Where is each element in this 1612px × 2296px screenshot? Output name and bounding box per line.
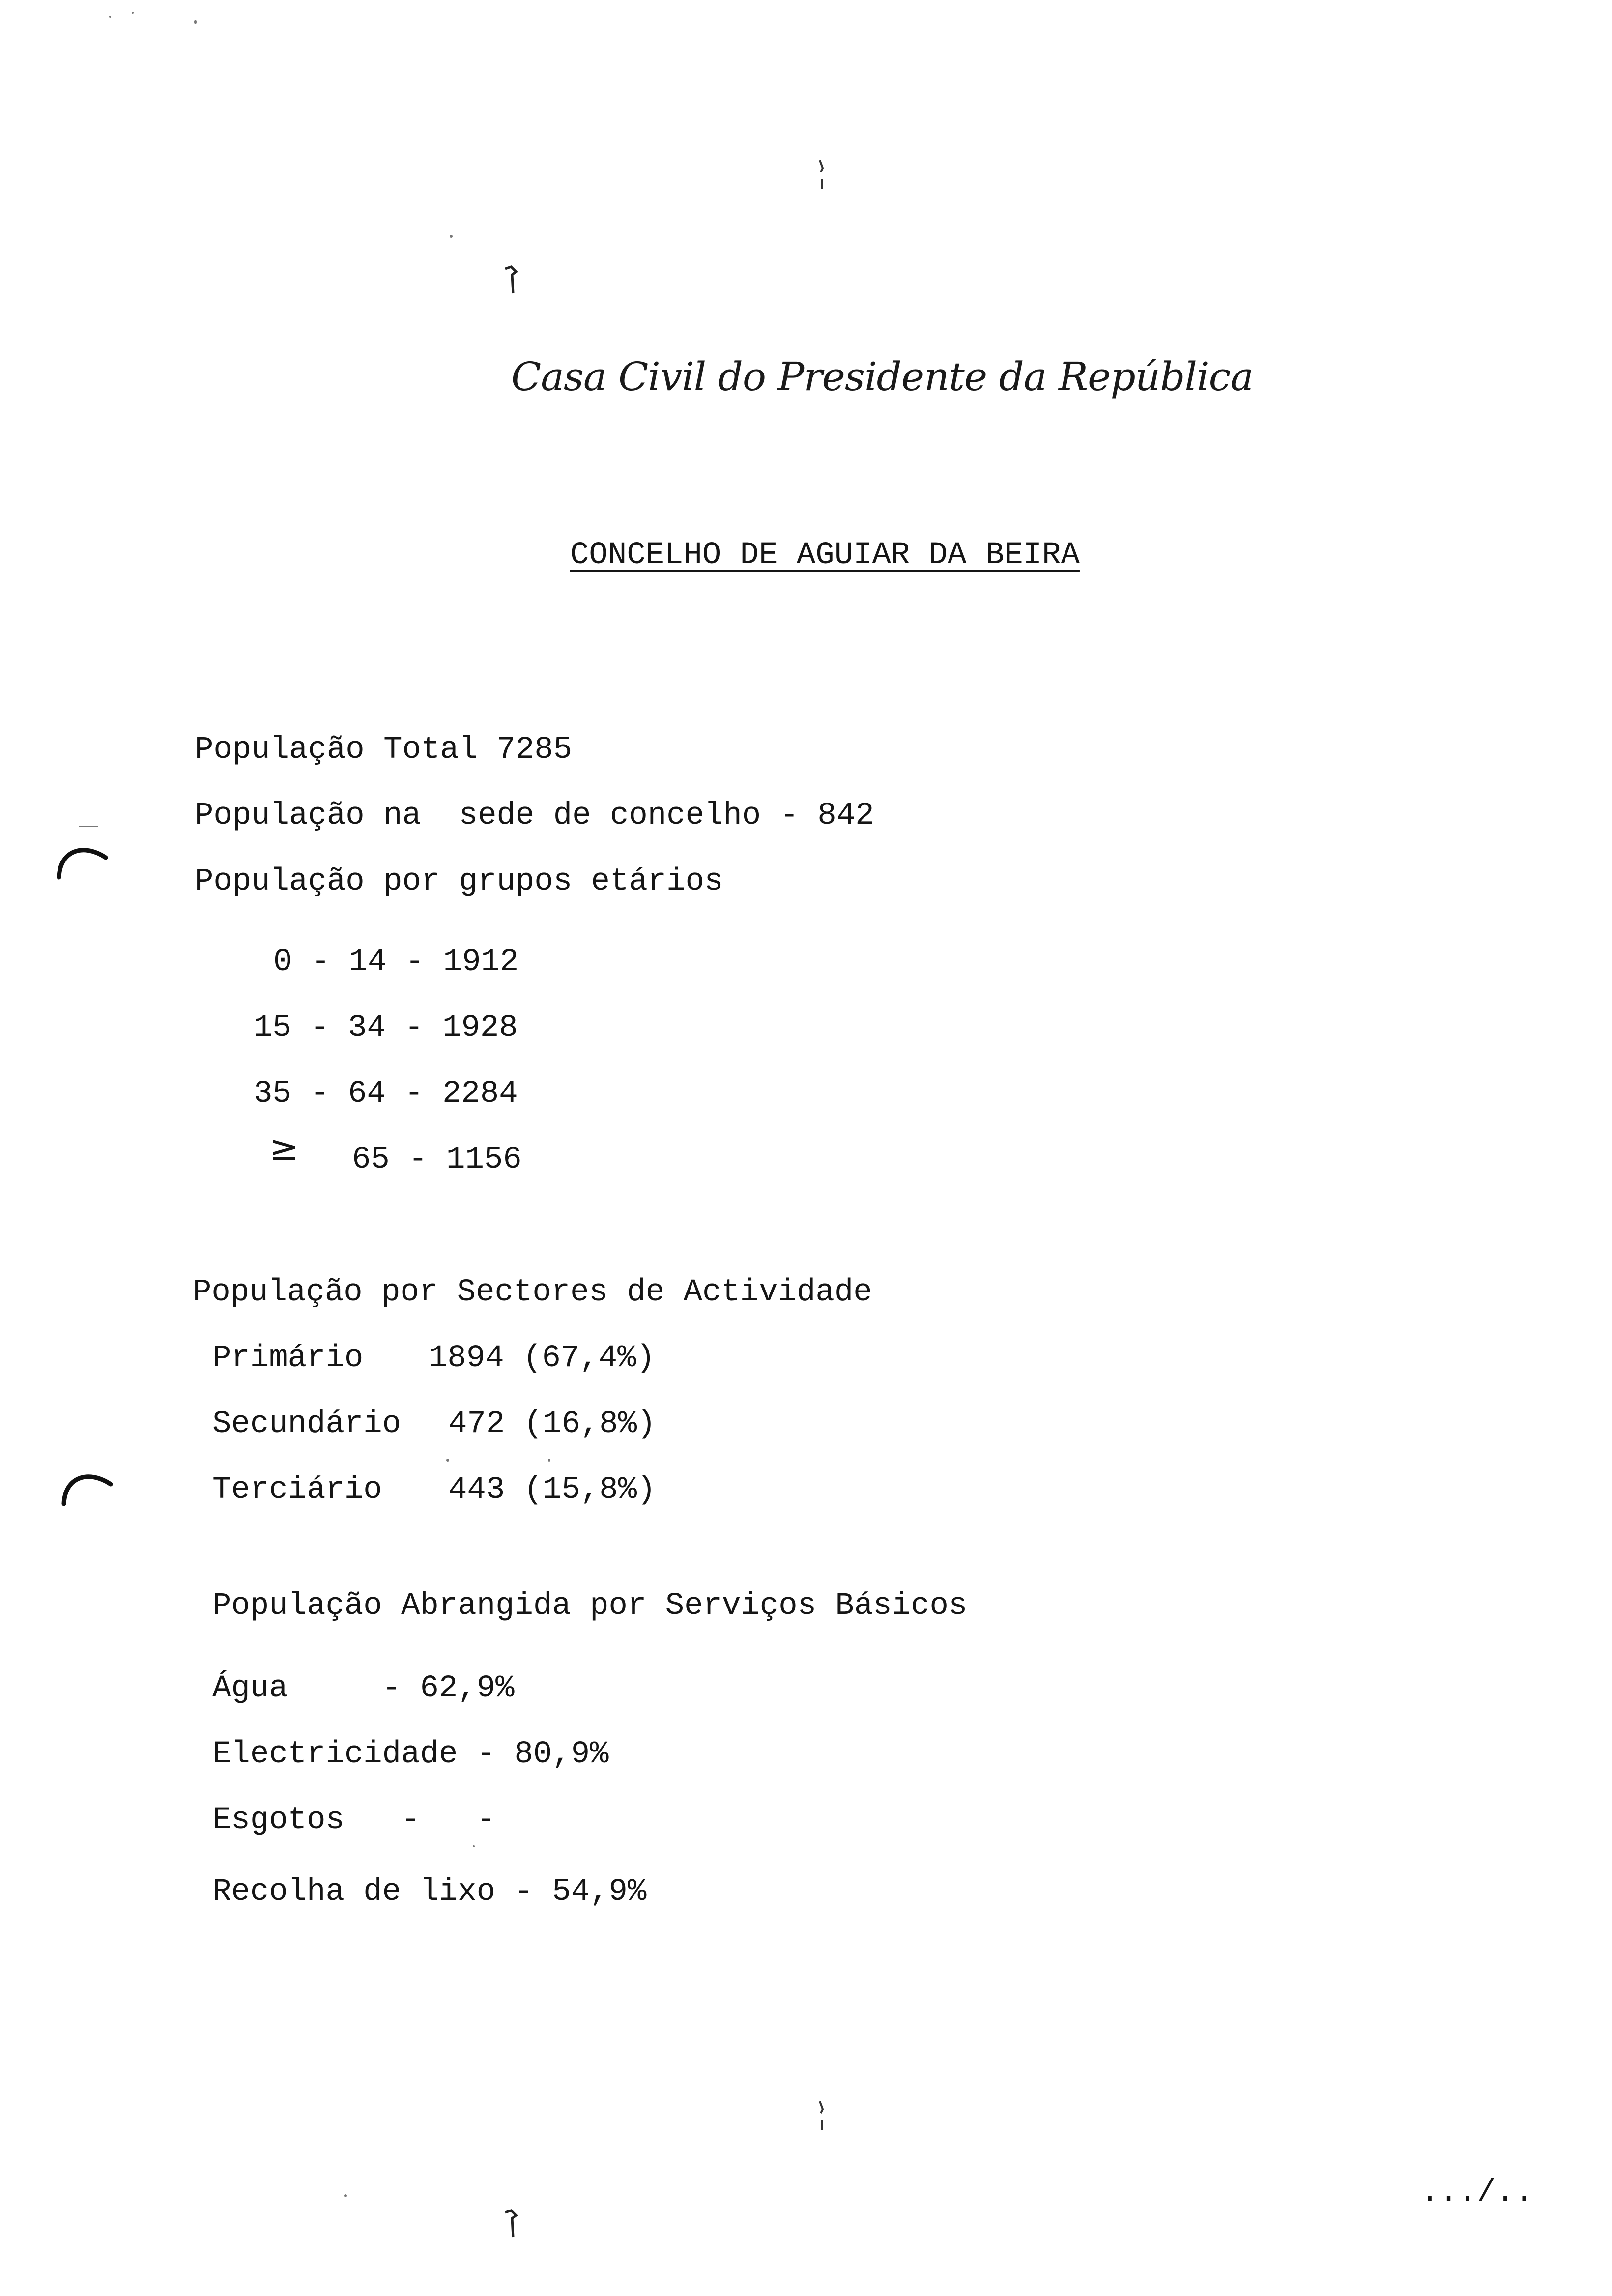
scan-speck <box>548 1459 550 1462</box>
age-group-row: 15 - 34 - 1928 <box>254 1010 518 1046</box>
sector-value: 443 (15,8%) <box>448 1472 656 1508</box>
letterhead: Casa Civil do Presidente da República <box>511 354 1254 400</box>
scan-speck <box>109 16 111 18</box>
population-total: População Total 7285 <box>195 732 573 768</box>
continuation-marker: .../.. <box>1420 2175 1534 2210</box>
service-row: Água - 62,9% <box>212 1671 515 1706</box>
sector-label: Secundário <box>212 1406 402 1442</box>
age-group-symbol: ≥ <box>269 1127 299 1169</box>
service-row: Esgotos - - <box>212 1803 496 1838</box>
services-heading: População Abrangida por Serviços Básicos <box>212 1588 968 1624</box>
sector-label: Terciário <box>212 1472 382 1508</box>
sector-label: Primário <box>212 1341 364 1376</box>
scan-speck <box>194 20 197 24</box>
scan-speck <box>473 1845 475 1847</box>
scan-speck <box>446 1459 449 1462</box>
fold-mark-top <box>816 157 828 192</box>
document-title: CONCELHO DE AGUIAR DA BEIRA <box>570 538 1080 573</box>
age-group-row: 0 - 14 - 1912 <box>273 945 519 980</box>
age-groups-heading: População por grupos etários <box>195 864 723 899</box>
scan-speck <box>450 235 453 238</box>
fold-mark-bottom <box>816 2098 828 2133</box>
scan-speck <box>344 2194 347 2197</box>
punch-hole-mark-top <box>54 835 113 880</box>
age-group-row: 35 - 64 - 2284 <box>254 1076 518 1112</box>
sectors-heading: População por Sectores de Actividade <box>193 1275 872 1310</box>
age-group-row: 65 - 1156 <box>352 1142 522 1177</box>
service-row: Electricidade - 80,9% <box>212 1737 609 1772</box>
service-row: Recolha de lixo - 54,9% <box>212 1874 647 1910</box>
sector-value: 1894 (67,4%) <box>429 1341 655 1376</box>
binder-mark-top <box>501 263 521 297</box>
scan-speck <box>132 12 134 14</box>
population-seat: População na sede de concelho - 842 <box>195 798 874 833</box>
scan-speck <box>79 826 98 827</box>
punch-hole-mark-bottom <box>59 1462 118 1506</box>
binder-mark-bottom <box>501 2207 521 2241</box>
sector-value: 472 (16,8%) <box>448 1406 656 1442</box>
